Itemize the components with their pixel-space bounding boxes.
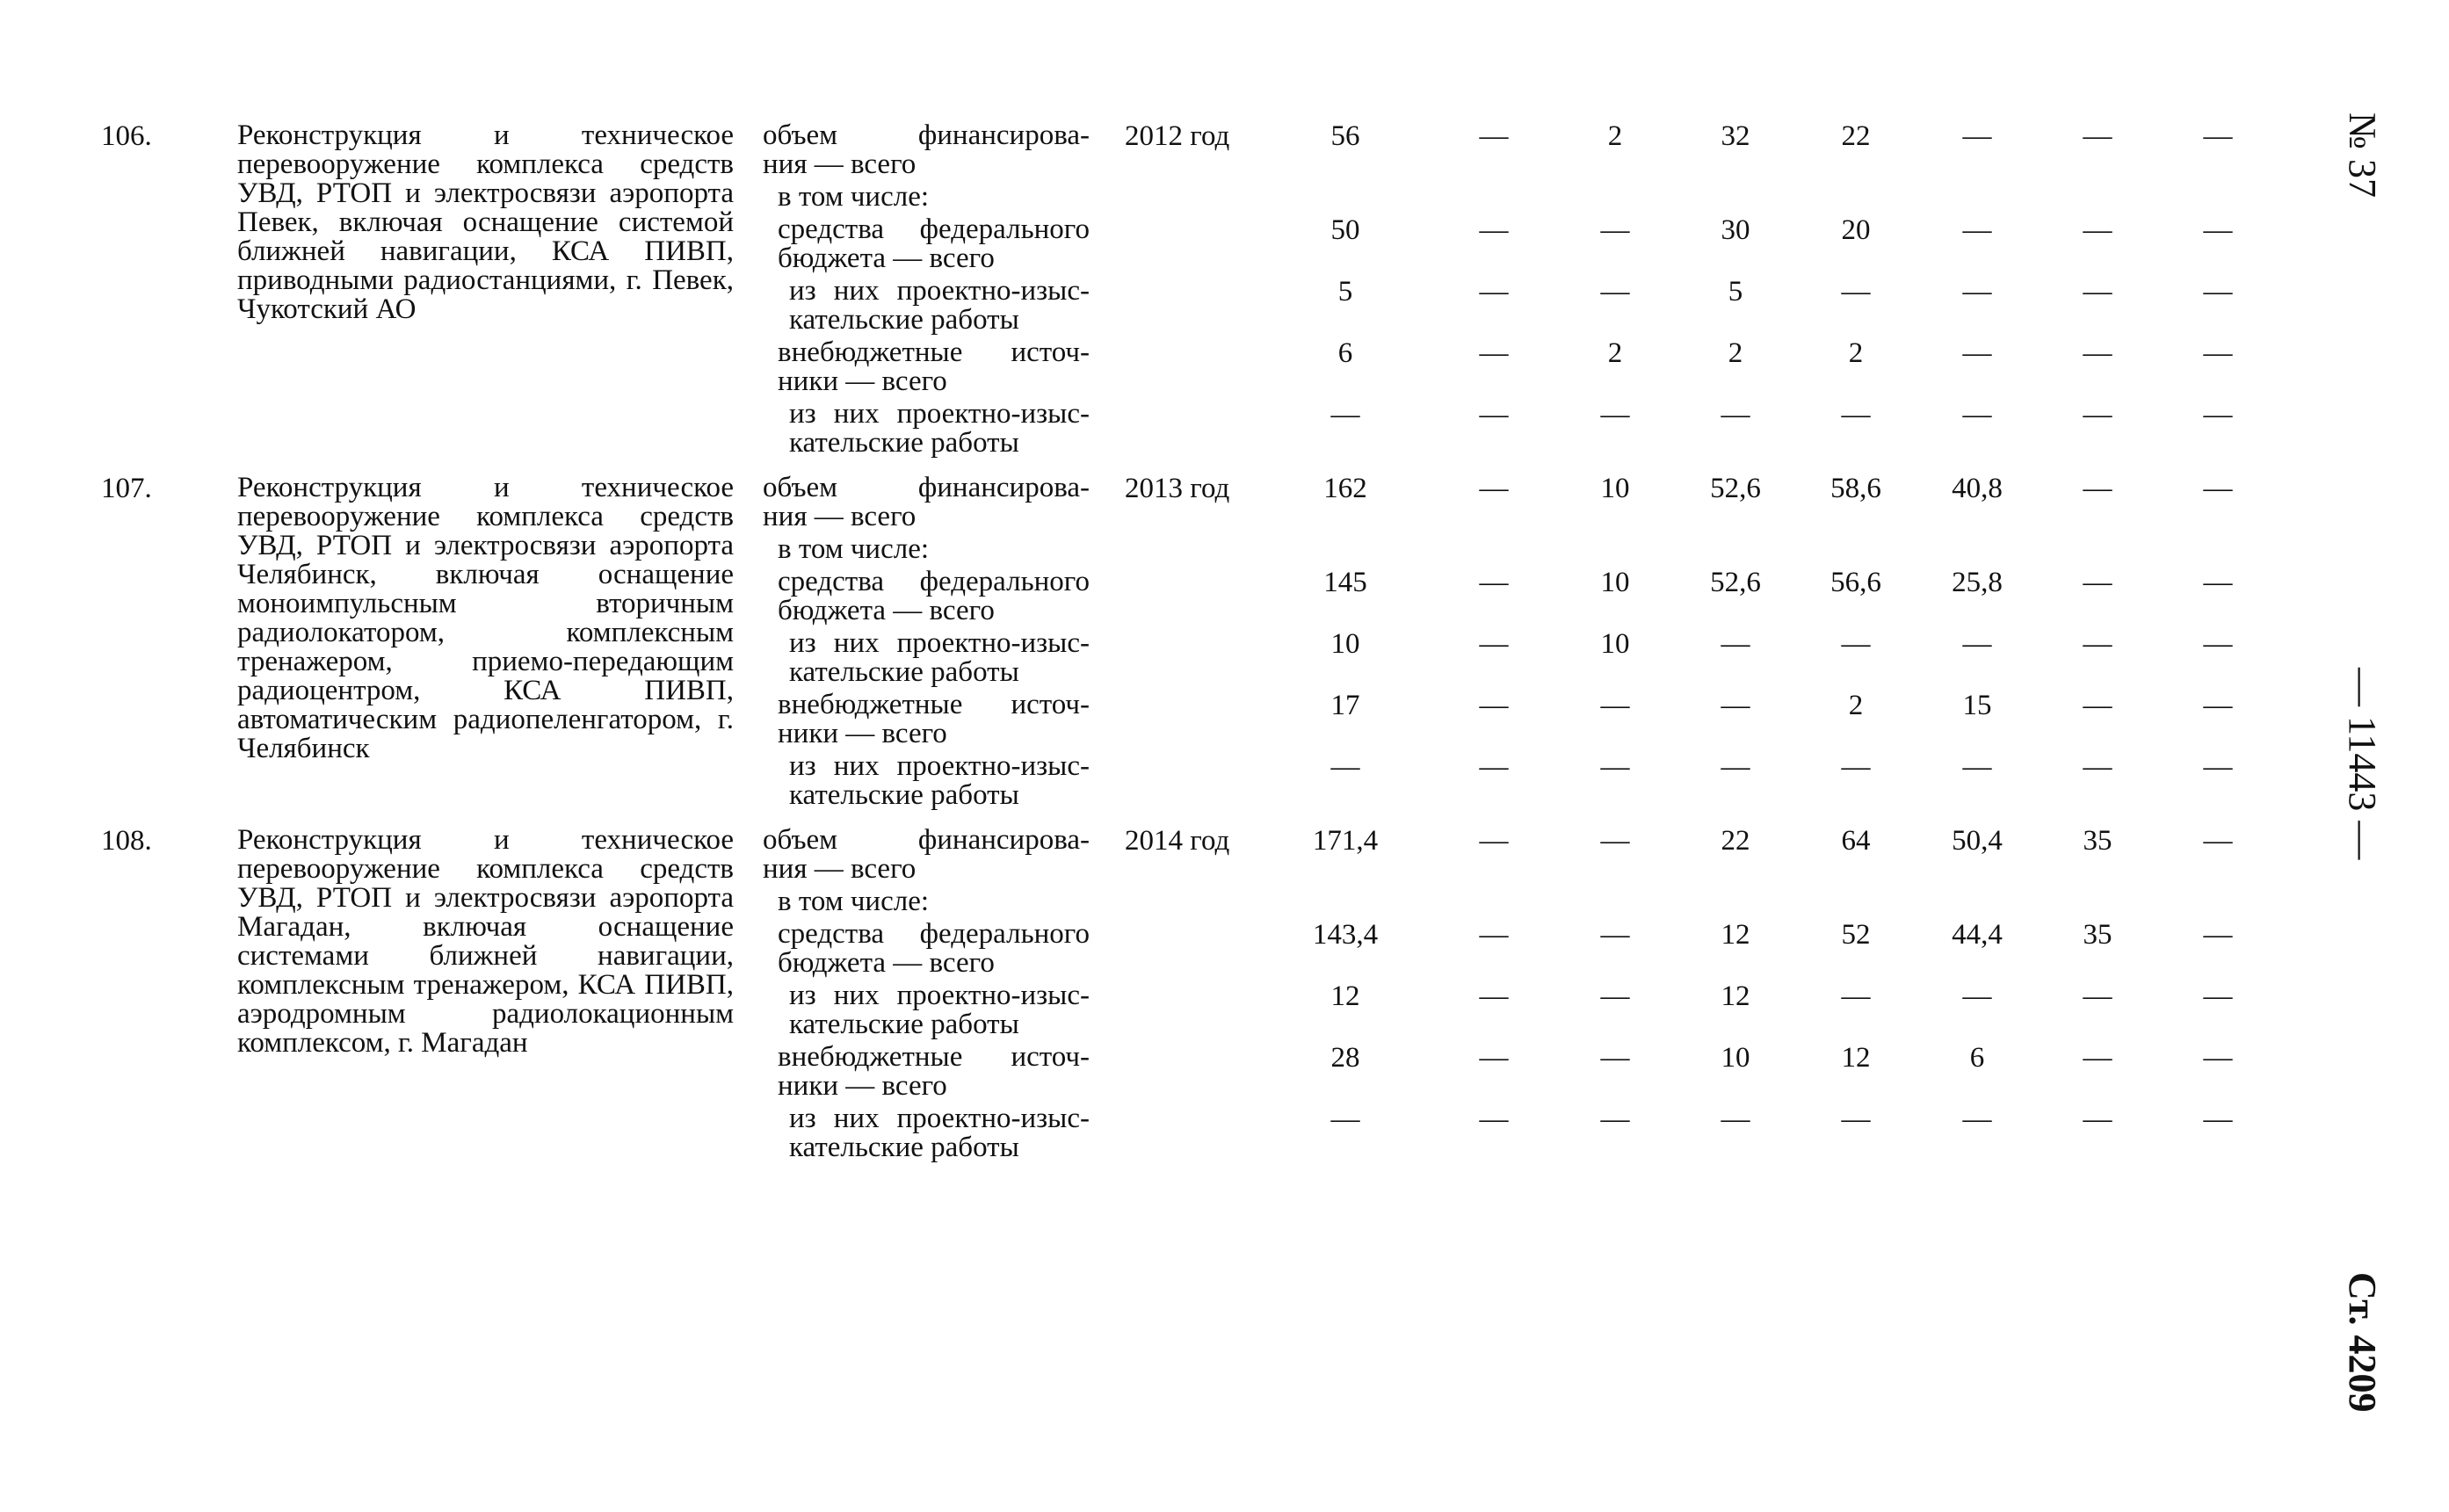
row-label-line-1: из них проектно-изыс- (789, 275, 1090, 307)
value-cell: 143,4 (1312, 919, 1379, 951)
row-label-line-1: объем финансирова- (763, 824, 1090, 856)
value-cell: — (1962, 337, 1992, 369)
value-cell: — (2203, 628, 2233, 660)
value-cell: — (2083, 1103, 2112, 1135)
value-cell: — (1841, 1103, 1871, 1135)
row-label-text: в том числе: (778, 886, 930, 917)
row-label-line-1: объем финансирова- (763, 472, 1090, 503)
value-cell: — (1479, 399, 1509, 430)
funding-row-label (763, 826, 1090, 884)
value-cell: — (1479, 751, 1509, 783)
value-cell: — (2203, 1042, 2233, 1074)
row-label-line-2: ния — всего (763, 148, 917, 180)
value-cell: — (1841, 751, 1871, 783)
value-cell: 30 (1721, 214, 1750, 246)
value-cell: 35 (2083, 919, 2112, 951)
funding-row-label (763, 121, 1090, 179)
funding-row-label (789, 400, 1090, 458)
value-cell: — (1721, 399, 1750, 430)
row-label-text: в том числе: (778, 181, 930, 213)
value-cell: — (2203, 337, 2233, 369)
funding-row-label (763, 474, 1090, 532)
value-cell: 52 (1841, 919, 1871, 951)
row-label-line-1: внебюджетные источ- (778, 1041, 1090, 1073)
value-cell: 162 (1323, 473, 1367, 504)
row-label-line-2: кательские работы (789, 1009, 1019, 1040)
value-cell: — (2083, 1042, 2112, 1074)
value-cell: — (2083, 690, 2112, 721)
page-number: — 11443 — (2341, 668, 2384, 860)
value-cell: 58,6 (1830, 473, 1881, 504)
value-cell: — (1962, 276, 1992, 307)
value-cell: — (1479, 1042, 1509, 1074)
value-cell: — (2203, 276, 2233, 307)
value-cell: — (2083, 276, 2112, 307)
value-cell: — (2203, 751, 2233, 783)
value-cell: — (1600, 399, 1630, 430)
value-cell: — (1479, 473, 1509, 504)
value-cell: — (2203, 690, 2233, 721)
funding-row-label (778, 1043, 1090, 1101)
value-cell: — (1479, 980, 1509, 1012)
value-cell: — (2203, 473, 2233, 504)
funding-row-label (789, 752, 1090, 810)
row-label-line-2: ния — всего (763, 501, 917, 532)
value-cell: 28 (1330, 1042, 1360, 1074)
value-cell: — (1962, 628, 1992, 660)
funding-row-label (778, 691, 1090, 749)
row-label-line-2: ники — всего (778, 1070, 947, 1102)
value-cell: 12 (1330, 980, 1360, 1012)
row-label-line-1: из них проектно-изыс- (789, 750, 1090, 782)
row-label-line-1: из них проектно-изыс- (789, 980, 1090, 1011)
value-cell: 6 (1969, 1042, 1985, 1074)
value-cell: 2 (1848, 337, 1864, 369)
project-number: 106. (101, 120, 152, 152)
row-label-line-2: бюджета — всего (778, 242, 995, 274)
value-cell: — (1962, 1103, 1992, 1135)
funding-row-label (789, 1104, 1090, 1162)
value-cell: — (1841, 399, 1871, 430)
value-cell: — (2203, 980, 2233, 1012)
funding-row-label (778, 338, 1090, 396)
value-cell: 35 (2083, 825, 2112, 857)
value-cell: — (1962, 399, 1992, 430)
value-cell: — (1600, 690, 1630, 721)
value-cell: — (2083, 567, 2112, 598)
issue-number: № 37 (2341, 112, 2384, 198)
row-label-line-2: ники — всего (778, 365, 947, 397)
value-cell: 10 (1600, 567, 1630, 598)
value-cell: — (1721, 690, 1750, 721)
value-cell: 20 (1841, 214, 1871, 246)
value-cell: — (1841, 276, 1871, 307)
value-cell: 50,4 (1952, 825, 2003, 857)
value-cell: — (1479, 690, 1509, 721)
value-cell: 17 (1330, 690, 1360, 721)
value-cell: 171,4 (1312, 825, 1379, 857)
value-cell: — (2083, 751, 2112, 783)
value-cell: 10 (1721, 1042, 1750, 1074)
funding-row-label (789, 981, 1090, 1039)
value-cell: — (1600, 1042, 1630, 1074)
row-label-line-1: из них проектно-изыс- (789, 1103, 1090, 1134)
value-cell: 12 (1721, 980, 1750, 1012)
value-cell: — (1962, 980, 1992, 1012)
value-cell: — (1479, 825, 1509, 857)
project-year: 2013 год (1125, 473, 1230, 504)
row-label-line-2: кательские работы (789, 427, 1019, 459)
value-cell: 12 (1841, 1042, 1871, 1074)
value-cell: — (1479, 1103, 1509, 1135)
value-cell: — (1962, 751, 1992, 783)
funding-row-label (778, 183, 1090, 212)
value-cell: — (2083, 399, 2112, 430)
value-cell: — (1600, 919, 1630, 951)
value-cell: — (2083, 473, 2112, 504)
value-cell: — (2083, 214, 2112, 246)
value-cell: — (1330, 399, 1360, 430)
value-cell: — (1600, 825, 1630, 857)
row-label-line-2: кательские работы (789, 1132, 1019, 1163)
value-cell: 12 (1721, 919, 1750, 951)
value-cell: 10 (1600, 473, 1630, 504)
funding-row-label (778, 920, 1090, 978)
value-cell: — (1721, 1103, 1750, 1135)
value-cell: — (1600, 1103, 1630, 1135)
funding-row-label (778, 535, 1090, 564)
value-cell: — (1962, 120, 1992, 152)
project-year: 2014 год (1125, 825, 1230, 857)
value-cell: 25,8 (1952, 567, 2003, 598)
value-cell: 145 (1323, 567, 1367, 598)
project-description: Реконструкция и техническое перевооружение комплекса средств УВД, РТОП и электросвязи аэропорта Магадан, включая оснащение системами ближней навигации, комплексным тренажером, КСА ПИВП, аэродромным радиолокационным комплексом, г. Магадан (237, 824, 734, 1059)
row-label-line-2: бюджета — всего (778, 595, 995, 626)
value-cell: — (2083, 628, 2112, 660)
value-cell: — (2203, 120, 2233, 152)
value-cell: 32 (1721, 120, 1750, 152)
value-cell: — (1721, 751, 1750, 783)
value-cell: 64 (1841, 825, 1871, 857)
value-cell: — (2083, 980, 2112, 1012)
row-label-line-1: объем финансирова- (763, 119, 1090, 151)
value-cell: — (1479, 628, 1509, 660)
value-cell: 5 (1728, 276, 1743, 307)
value-cell: — (2203, 919, 2233, 951)
value-cell: — (1841, 980, 1871, 1012)
funding-row-label (778, 215, 1090, 273)
value-cell: 22 (1721, 825, 1750, 857)
value-cell: — (2203, 399, 2233, 430)
value-cell: 15 (1962, 690, 1992, 721)
project-description: Реконструкция и техническое перевооружение комплекса средств УВД, РТОП и электросвязи аэропорта Певек, включая оснащение системой ближней навигации, КСА ПИВП, приводными радиостанциями, г. Певек, Чукотский АО (237, 119, 734, 325)
value-cell: — (1479, 337, 1509, 369)
value-cell: 40,8 (1952, 473, 2003, 504)
row-label-line-1: средства федерального (778, 918, 1090, 950)
value-cell: 44,4 (1952, 919, 2003, 951)
funding-row-label (789, 277, 1090, 335)
value-cell: — (1479, 919, 1509, 951)
value-cell: 52,6 (1710, 473, 1761, 504)
value-cell: — (2083, 337, 2112, 369)
value-cell: — (1479, 214, 1509, 246)
value-cell: 2 (1607, 337, 1623, 369)
value-cell: — (1479, 120, 1509, 152)
value-cell: 5 (1337, 276, 1353, 307)
value-cell: — (2083, 120, 2112, 152)
value-cell: 2 (1848, 690, 1864, 721)
value-cell: 2 (1607, 120, 1623, 152)
value-cell: 52,6 (1710, 567, 1761, 598)
row-label-text: в том числе: (778, 533, 930, 565)
value-cell: 22 (1841, 120, 1871, 152)
value-cell: — (1600, 751, 1630, 783)
row-label-line-1: из них проектно-изыс- (789, 627, 1090, 659)
value-cell: 10 (1330, 628, 1360, 660)
value-cell: — (1721, 628, 1750, 660)
project-number: 108. (101, 825, 152, 857)
value-cell: — (1600, 276, 1630, 307)
funding-row-label (778, 568, 1090, 626)
project-number: 107. (101, 473, 152, 504)
row-label-line-2: кательские работы (789, 779, 1019, 811)
row-label-line-2: кательские работы (789, 656, 1019, 688)
row-label-line-2: ники — всего (778, 718, 947, 749)
value-cell: — (2203, 1103, 2233, 1135)
value-cell: — (2203, 567, 2233, 598)
value-cell: 50 (1330, 214, 1360, 246)
value-cell: 56,6 (1830, 567, 1881, 598)
project-description: Реконструкция и техническое перевооружение комплекса средств УВД, РТОП и электросвязи аэропорта Челябинск, включая оснащение моноимпульсным вторичным радиолокатором, комплексным тренажером, приемо-передающим радиоцентром, КСА ПИВП, автоматическим радиопеленгатором, г. Челябинск (237, 472, 734, 764)
row-label-line-1: средства федерального (778, 566, 1090, 597)
value-cell: — (1330, 751, 1360, 783)
value-cell: — (1330, 1103, 1360, 1135)
article-number: Ст. 4209 (2341, 1272, 2384, 1413)
value-cell: — (1841, 628, 1871, 660)
value-cell: — (1600, 980, 1630, 1012)
value-cell: — (2203, 825, 2233, 857)
row-label-line-2: бюджета — всего (778, 947, 995, 979)
row-label-line-1: из них проектно-изыс- (789, 398, 1090, 430)
row-label-line-1: средства федерального (778, 213, 1090, 245)
project-year: 2012 год (1125, 120, 1230, 152)
value-cell: 10 (1600, 628, 1630, 660)
row-label-line-1: внебюджетные источ- (778, 336, 1090, 368)
value-cell: — (1600, 214, 1630, 246)
value-cell: — (1479, 567, 1509, 598)
funding-row-label (778, 887, 1090, 916)
row-label-line-2: ния — всего (763, 853, 917, 885)
value-cell: — (1962, 214, 1992, 246)
value-cell: — (1479, 276, 1509, 307)
row-label-line-1: внебюджетные источ- (778, 689, 1090, 720)
value-cell: 6 (1337, 337, 1353, 369)
value-cell: 56 (1330, 120, 1360, 152)
value-cell: 2 (1728, 337, 1743, 369)
value-cell: — (2203, 214, 2233, 246)
row-label-line-2: кательские работы (789, 304, 1019, 336)
funding-row-label (789, 629, 1090, 687)
